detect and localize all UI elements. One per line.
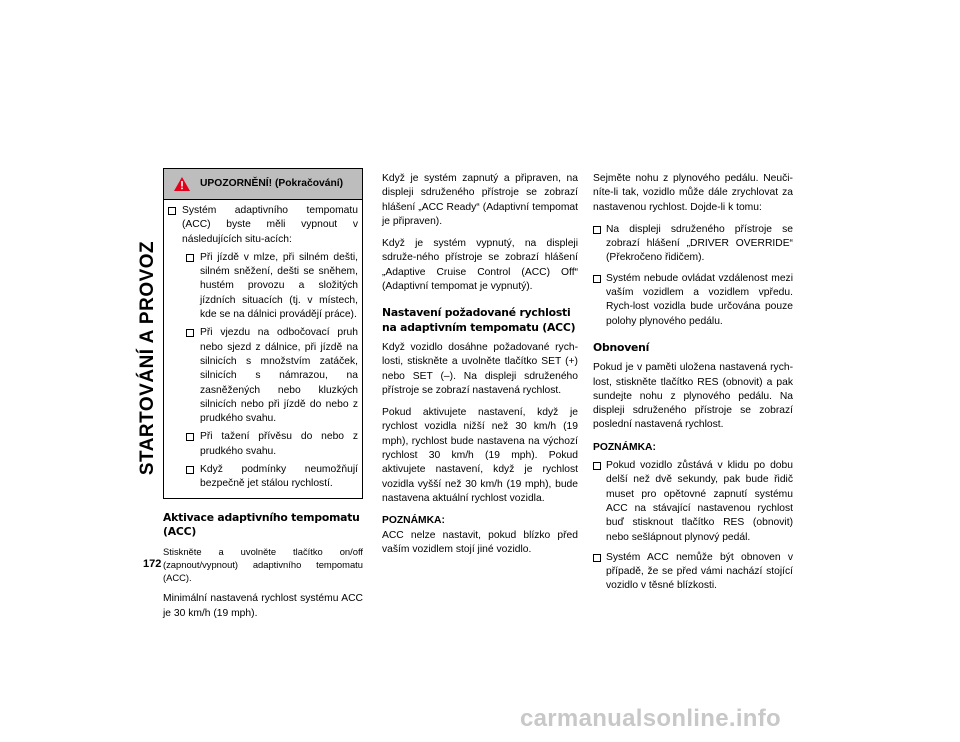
warning-item-text: Když podmínky neumožňují bezpečně jet stálou rychlostí. (200, 464, 358, 490)
warning-intro-item (164, 204, 362, 247)
section-heading-acc-activation: Aktivace adaptivního tempomatu (ACC) (163, 510, 360, 538)
paragraph: Když vozidlo dosáhne požadované rych-losti, stiskněte a uvolněte tlačítko SET (+) nebo SET (–). Na displeji sdruženého přístroje se zobrazí nastavená rychlost. (382, 341, 578, 396)
paragraph: Když je systém vypnutý, na displeji sdruže-ného přístroje se zobrazí hlášení „Adaptive Cruise Control (ACC) Off“ (Adaptivní tempomat je vypnutý). (382, 238, 578, 293)
note-label: POZNÁMKA: (593, 441, 656, 453)
bullet-text: Na displeji sdruženého přístroje se zobrazí hlášení „DRIVER OVERRIDE“ (Překročeno řidičem). (606, 223, 793, 264)
section-heading-resume: Obnovení (593, 340, 650, 354)
warning-item (164, 430, 362, 459)
paragraph: Když je systém zapnutý a připraven, na displeji sdruženého přístroje se zobrazí hlášení „ACC Ready“ (Adaptivní tempomat je připraven). (382, 173, 578, 227)
checkbox-bullet-icon (186, 433, 194, 441)
column-2 (382, 172, 578, 565)
checkbox-bullet-icon (186, 329, 194, 337)
bullet-item (593, 551, 793, 594)
bullet-item (593, 272, 793, 329)
column-3 (593, 172, 793, 600)
warning-item (164, 251, 362, 322)
section-heading-set-speed: Nastavení požadované rychlosti na adaptivním tempomatu (ACC) (382, 306, 576, 334)
warning-item (164, 463, 362, 492)
warning-header (164, 169, 362, 200)
warning-item-text: Při tažení přívěsu do nebo z prudkého svahu. (200, 431, 358, 457)
watermark-footer: carmanualsonline.info (520, 705, 782, 732)
warning-item-text: Při vjezdu na odbočovací pruh nebo sjezd z dálnice, při jízdě na silnicích s množstvím zatáček, silnicích s námrazou, na zasněžených nebo kluzkých silnicích nebo při jízdě do nebo z prudkého svahu. (200, 327, 358, 425)
instruction-text: Stiskněte a uvolněte tlačítko on/off (zapnout/vypnout) adaptivního tempomatu (ACC). (163, 546, 363, 584)
checkbox-bullet-icon (593, 275, 601, 283)
bullet-item (593, 223, 793, 266)
column-1 (163, 168, 363, 629)
bullet-text: Systém nebude ovládat vzdálenost mezi vaším vozidlem a vozidlem vpředu. Rych-lost vozidla bude určována pouze polohy plynového pedálu. (606, 272, 793, 327)
warning-triangle-icon (164, 176, 200, 192)
paragraph: Minimální nastavená rychlost systému ACC je 30 km/h (19 mph). (163, 593, 363, 619)
paragraph: Pokud aktivujete nastavení, když je rychlost vozidla nižší než 30 km/h (19 mph), rychlost bude nastavena na výchozí rychlost 30 km/h (19 mph). Pokud aktivujete nastavení, když je rychlost vozidla vyšší než 30 km/h (19 mph), bude nastavena aktuální rychlost vozidla. (382, 407, 578, 504)
checkbox-bullet-icon (186, 466, 194, 474)
checkbox-bullet-icon (593, 226, 601, 234)
note-text: ACC nelze nastavit, pokud blízko před vaším vozidlem stojí jiné vozidlo. (382, 529, 578, 555)
warning-intro-text: Systém adaptivního tempomatu (ACC) byste měli vypnout v následujících situ-acích: (182, 205, 358, 245)
note-label: POZNÁMKA: (382, 515, 445, 527)
warning-item-text: Při jízdě v mlze, při silném dešti, silném sněžení, dešti se sněhem, hustém provozu a složitých jízdních situacích (tj. v místech, kde se na dálnici provádějí práce). (200, 251, 358, 321)
checkbox-bullet-icon (168, 207, 176, 215)
bullet-text: Systém ACC nemůže být obnoven v případě, že se před vámi nachází stojící vozidlo v těsné blízkosti. (606, 551, 793, 592)
checkbox-bullet-icon (186, 254, 194, 262)
warning-box (163, 168, 363, 499)
paragraph: Pokud je v paměti uložena nastavená rych-lost, stiskněte tlačítko RES (obnovit) a pak sundejte nohu z plynového pedálu. Na displeji sdruženého přístroje se zobrazí poslední nastavená rychlost. (593, 362, 793, 431)
paragraph: Sejměte nohu z plynového pedálu. Neuči-níte-li tak, vozidlo může dále zrychlovat za nastavenou rychlost. Dojde-li k tomu: (593, 173, 793, 213)
section-side-title (137, 170, 159, 545)
warning-title: UPOZORNĚNÍ! (Pokračování) (200, 177, 344, 189)
bullet-item (593, 459, 793, 545)
bullet-text: Pokud vozidlo zůstává v klidu po dobu delší než dvě sekundy, pak bude řidič muset pro opětovné zapnutí systému ACC na stávající nastavenou rychlost buď stisknout tlačítko RES (obnovit) nebo sešlápnout plynový pedál. (606, 460, 793, 543)
checkbox-bullet-icon (593, 462, 601, 470)
warning-item (164, 326, 362, 426)
page-number: 172 (143, 558, 162, 570)
checkbox-bullet-icon (593, 554, 601, 562)
section-side-title-text: STARTOVÁNÍ A PROVOZ (137, 240, 159, 475)
